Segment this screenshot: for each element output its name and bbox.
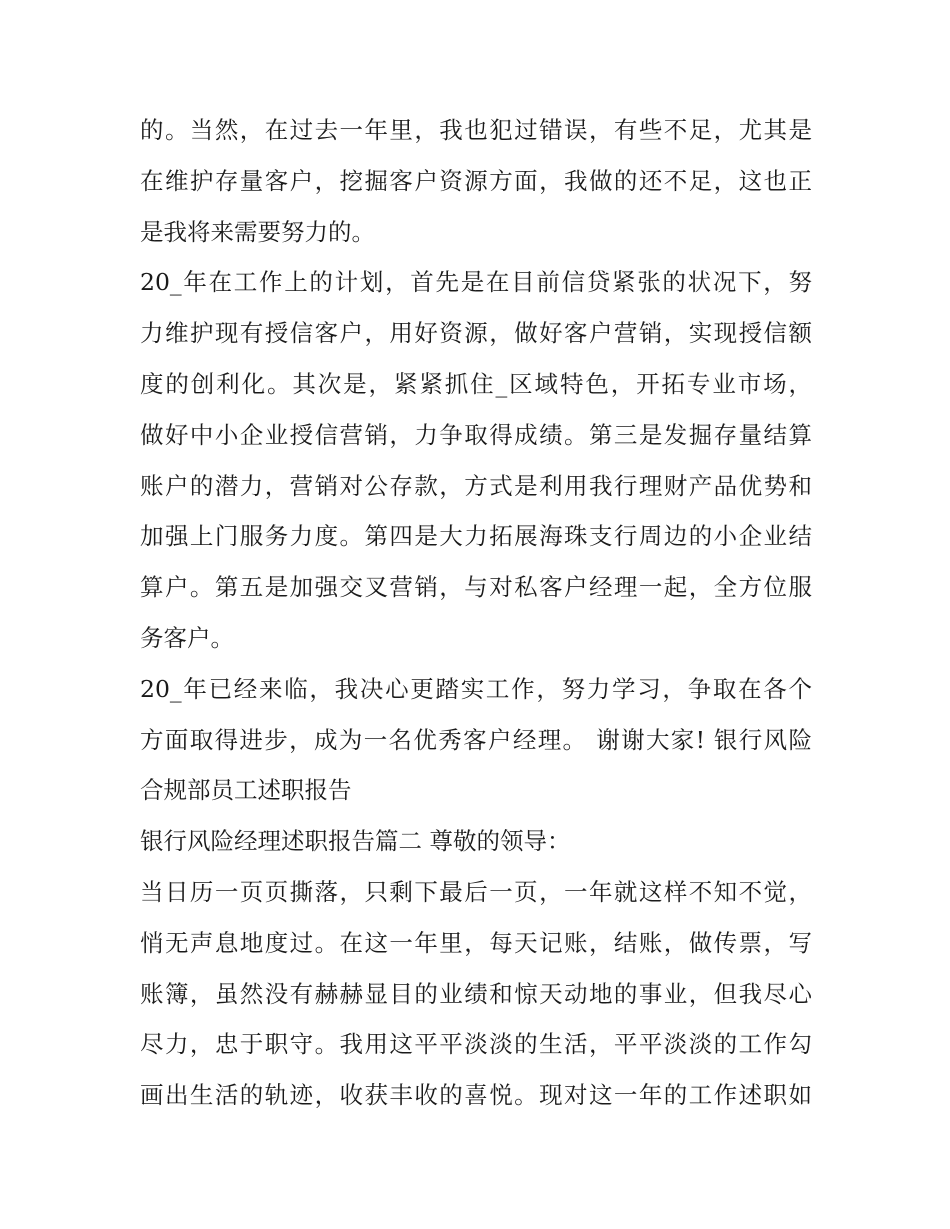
text-line: 做好中小企业授信营销，力争取得成绩。第三是发掘存量结算 (140, 420, 812, 449)
text-line: 方面取得进步，成为一名优秀客户经理。 谢谢大家! 银行风险 (140, 725, 812, 754)
text-line: 务客户。 (140, 623, 234, 652)
text-line: 当日历一页页撕落，只剩下最后一页，一年就这样不知不觉， (140, 877, 812, 906)
text-line: 是我将来需要努力的。 (140, 217, 375, 246)
text-line: 20_年在工作上的计划，首先是在目前信贷紧张的状况下，努 (140, 268, 812, 297)
text-line: 合规部员工述职报告 (140, 776, 352, 805)
text-line: 的。当然，在过去一年里，我也犯过错误，有些不足，尤其是 (140, 116, 812, 144)
text-line: 度的创利化。其次是，紧紧抓住_区域特色，开拓专业市场， (140, 369, 812, 398)
text-line: 悄无声息地度过。在这一年里，每天记账，结账，做传票，写 (140, 928, 812, 957)
document-body (140, 105, 812, 1121)
text-line: 在维护存量客户，挖掘客户资源方面，我做的还不足，这也正 (140, 166, 812, 195)
text-line: 加强上门服务力度。第四是大力拓展海珠支行周边的小企业结 (140, 522, 812, 551)
text-line: 力维护现有授信客户，用好资源，做好客户营销，实现授信额 (140, 319, 812, 348)
text-line: 尽力，忠于职守。我用这平平淡淡的生活，平平淡淡的工作勾 (140, 1030, 812, 1059)
text-line: 账户的潜力，营销对公存款，方式是利用我行理财产品优势和 (140, 471, 812, 500)
text-line: 账簿，虽然没有赫赫显目的业绩和惊天动地的事业，但我尽心 (140, 979, 812, 1008)
text-line: 画出生活的轨迹，收获丰收的喜悦。现对这一年的工作述职如 (140, 1081, 812, 1110)
text-line: 20_年已经来临，我决心更踏实工作，努力学习，争取在各个 (140, 674, 812, 703)
text-line: 银行风险经理述职报告篇二 尊敬的领导： (140, 827, 571, 856)
text-line: 算户。第五是加强交叉营销，与对私客户经理一起，全方位服 (140, 573, 812, 602)
